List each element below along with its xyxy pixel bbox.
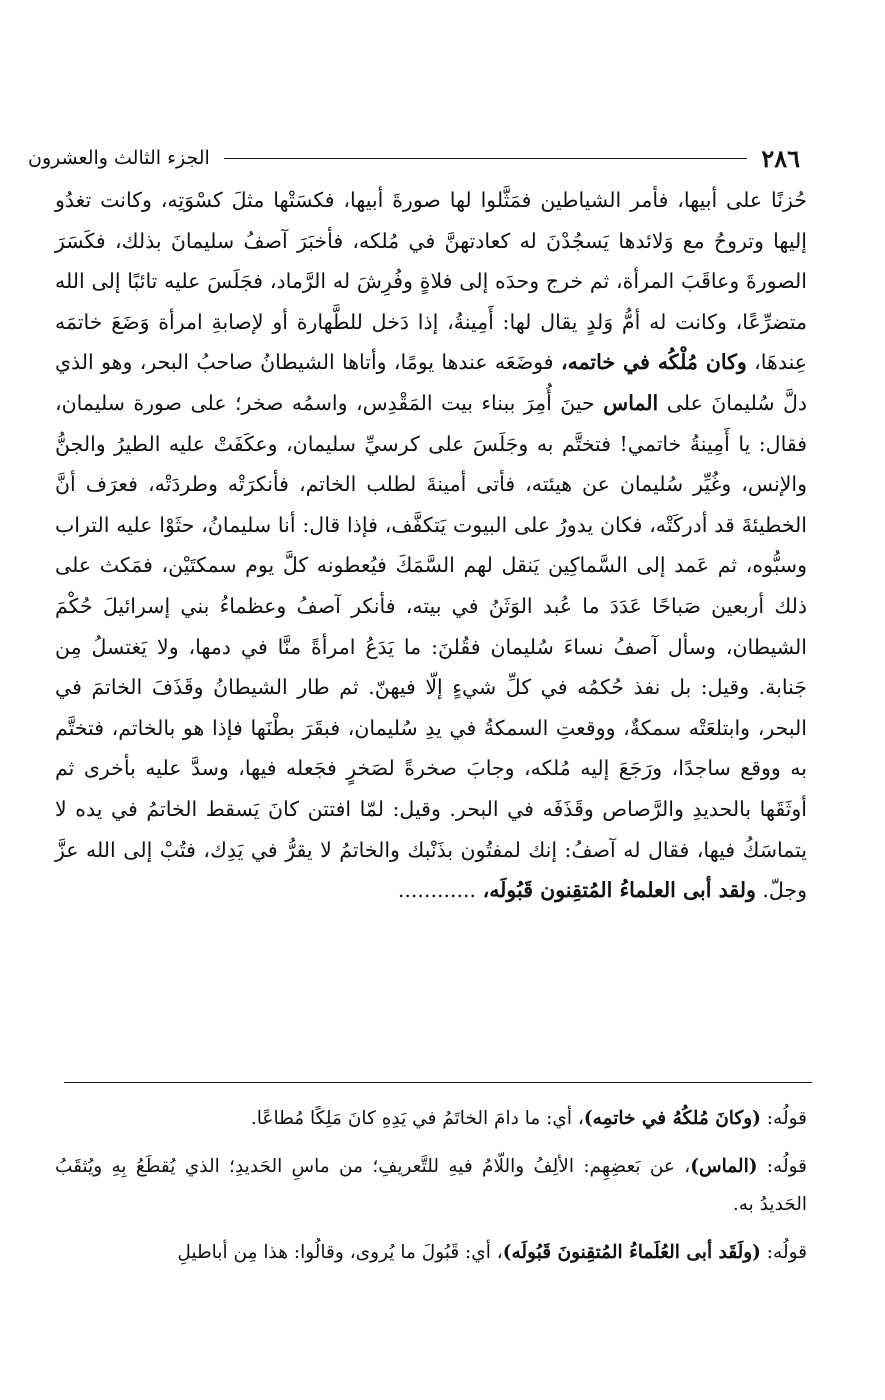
bold-run-almas: الماس [603, 390, 659, 415]
footnote-lead: قولُه: [757, 1156, 807, 1177]
footnote-lead: قولُه: [760, 1108, 807, 1129]
text-run-3: حينَ أُمِرَ ببناء بيت المَقْدِس، واسمُه صخر؛ على صورة سليمان، فقال: يا أَمِينةُ خاتمي! فتختَّم به وجَلَسَ على كرسيِّ سليمان، وعكَفَتْ عليه الطيرُ والجنُّ والإنس، وغُيِّر سُليمان عن هيئته، فأتى أمينةَ لطلب الخاتم، فأنكرَتْه وطردَتْه، فعرَف أنَّ الخطيئةَ قد أدركَتْه، فكان يدورُ على البيوت يَتكفَّف، فإذا قال: أنا سليمانُ، حثَوْا عليه التراب وسبُّوه، ثم عَمد إلى السَّماكِين يَنقل لهم السَّمَكَ فيُعطونه كلَّ يوم سمكتَيْن، فمَكث على ذلك أربعين صَباحًا عَدَدَ ما عُبد الوَثَنُ في بيته، فأنكر آصفُ وعظماءُ بني إسرائيلَ حُكْمَ الشيطان، وسأل آصفُ نساءَ سُليمان فقُلنَ: ما يَدَعُ امرأةً منَّا في دمها، ولا يَغتسلُ مِن جَنابة. وقيل: بل نفذ حُكمُه في كلِّ شيءٍ إلّا فيهنّ. ثم طار الشيطانُ وقَذَفَ الخاتمَ في البحر، وابتلعَتْه سمكةٌ، ووقعتِ السمكةُ في يدِ سُليمان، فبقَرَ بطْنَها فإذا هو بالخاتم، فتختَّم به ووقع ساجدًا، ورَجَعَ إليه مُلكه، وجابَ صخرةً لصَخرٍ فجَعله فيها، وسدَّ عليه بأخرى ثم أوثَقَها بالحديدِ والرَّصاص وقَذَفَه في البحر. وقيل: لمّا افتتن كانَ يَسقط الخاتمُ في يده لا يتماسَكُ فيها، فقال له آصفُ: إنك لمفتُون بذَنْبك والخاتمُ لا يقرُّ في يَدِك، فتُبْ إلى الله عزَّ وجلّ. [55, 390, 808, 903]
page-number: ٢٨٦ [761, 143, 800, 173]
text-run-2: فوضَعَه عندها يومًا، وأتاها الشيطانُ صاحبُ البحر، وهو الذي دلَّ سُليمانَ على [55, 350, 808, 415]
part-title: الجزء الثالث والعشرون [28, 147, 210, 169]
main-text [55, 180, 807, 911]
bold-run-mulk: وكان مُلْكُه في خاتمه، [560, 350, 747, 375]
footnote-divider [64, 1082, 812, 1083]
footnote-quote: (الماس) [690, 1156, 758, 1177]
footnote-1 [55, 1100, 807, 1138]
footnote-text: ، أي: ما دامَ الخاتَمُ في يَدِهِ كانَ مَلِكًا مُطاعًا. [250, 1108, 584, 1129]
footnote-quote: (وكانَ مُلكُهُ في خاتمِه) [583, 1108, 761, 1129]
footnotes [55, 1100, 807, 1282]
page-header [28, 138, 800, 178]
continuation-dots: ............ [397, 878, 483, 903]
footnote-2 [55, 1148, 807, 1224]
main-paragraph [55, 180, 807, 911]
footnote-3 [55, 1234, 807, 1272]
text-run-1: حُزنًا على أبيها، فأمر الشياطين فمَثَّلوا لها صورةَ أبيها، فكسَتْها مثلَ كسْوَتِه، وكانت تغدُو إليها وتروحُ مع وَلائدها يَسجُدْنَ له كعادتهنَّ في مُلكه، فأخبَرَ آصفُ سليمانَ بذلك، فكَسَرَ الصورةَ وعاقَبَ المرأة، ثم خرج وحدَه إلى فلاةٍ وفُرِشَ له الرَّماد، فجَلَسَ عليه تائبًا إلى الله متضرِّعًا، وكانت له أمُّ وَلدٍ يقال لها: أَمِينةُ، إذا دَخل للطَّهارة أو لإصابةِ امرأة وَضَعَ خاتمَه عِندهَا، [55, 188, 807, 375]
header-rule [224, 158, 747, 159]
footnote-text: ، عن بَعضِهِم: الألِفُ واللّامُ فيهِ للتَّعريفِ؛ من ماسِ الحَديدِ؛ الذي يُقطَعُ بِهِ ويُثقَبُ الحَديدُ به. [55, 1156, 807, 1215]
footnote-lead: قولُه: [760, 1242, 807, 1263]
footnote-quote: (ولَقَد أبى العُلَماءُ المُتقِنونَ قَبُولَه) [502, 1242, 761, 1263]
bold-run-ulama: ولقد أبى العلماءُ المُتقِنون قَبُولَه، [482, 878, 756, 903]
footnote-text: ، أي: قَبُولَ ما يُروى، وقالُوا: هذا مِن أباطيلِ [177, 1242, 503, 1263]
